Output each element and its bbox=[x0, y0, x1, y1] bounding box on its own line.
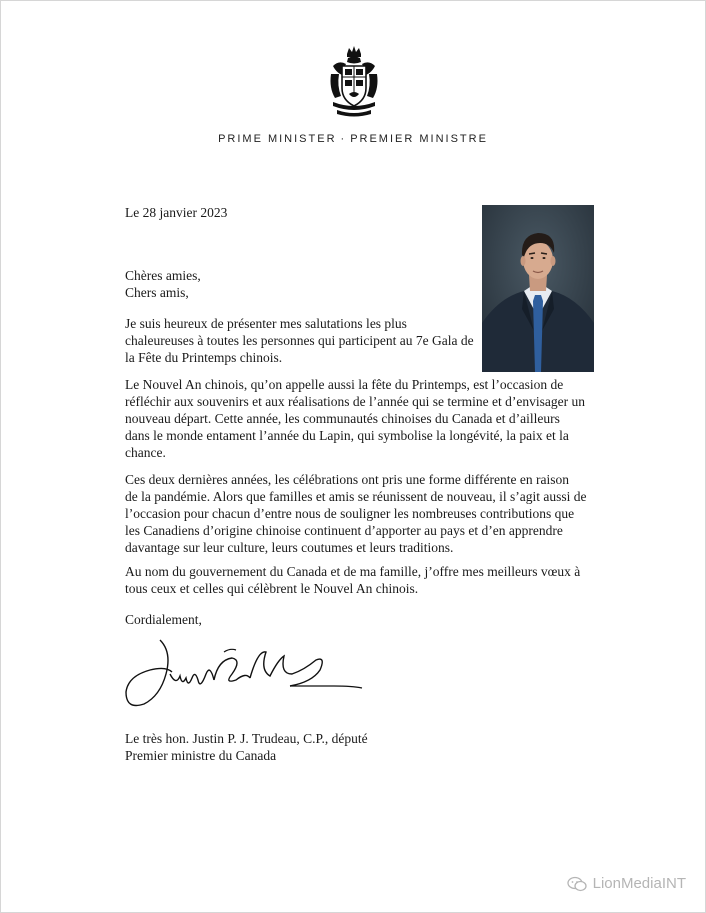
letterhead-french: PREMIER MINISTRE bbox=[350, 133, 488, 145]
coat-of-arms-icon bbox=[327, 44, 381, 118]
salutation-line: Chers amis, bbox=[125, 285, 189, 300]
signature-icon bbox=[120, 630, 370, 718]
paragraph-line: les Canadiens d’origine chinoise continuent d’apporter au pays et d’en apprendre bbox=[125, 523, 563, 538]
paragraph-line: Le Nouvel An chinois, qu’on appelle aussi la fête du Printemps, est l’occasion de bbox=[125, 377, 564, 392]
signatory-block bbox=[125, 730, 368, 764]
paragraph-2 bbox=[125, 376, 585, 461]
paragraph-line: Je suis heureux de présenter mes salutations les plus bbox=[125, 316, 407, 331]
paragraph-1 bbox=[125, 315, 474, 366]
paragraph-3 bbox=[125, 471, 587, 556]
paragraph-line: chaleureuses à toutes les personnes qui participent au 7e Gala de bbox=[125, 333, 474, 348]
letter-date: Le 28 janvier 2023 bbox=[125, 205, 228, 220]
closing: Cordialement, bbox=[125, 612, 202, 627]
paragraph-line: tous ceux et celles qui célèbrent le Nouvel An chinois. bbox=[125, 581, 419, 596]
letterhead bbox=[0, 133, 706, 145]
signatory-name: Le très hon. Justin P. J. Trudeau, C.P., député bbox=[125, 731, 368, 746]
paragraph-line: Au nom du gouvernement du Canada et de ma famille, j’offre mes meilleurs vœux à bbox=[125, 564, 581, 579]
portrait-photo bbox=[482, 205, 594, 372]
letterhead-separator: · bbox=[340, 133, 347, 145]
portrait-illustration bbox=[482, 205, 594, 372]
paragraph-line: dans le monde entament l’année du Lapin, qui symbolise la longévité, la paix et la bbox=[125, 428, 569, 443]
paragraph-4 bbox=[125, 563, 580, 597]
paragraph-line: la Fête du Printemps chinois. bbox=[125, 350, 283, 365]
paragraph-line: chance. bbox=[125, 445, 166, 460]
signatory-title: Premier ministre du Canada bbox=[125, 748, 277, 763]
salutation bbox=[125, 267, 201, 301]
paragraph-line: Ces deux dernières années, les célébrations ont pris une forme différente en raison bbox=[125, 472, 569, 487]
salutation-line: Chères amies, bbox=[125, 268, 201, 283]
watermark bbox=[567, 875, 686, 892]
wechat-icon bbox=[567, 876, 587, 892]
watermark-text: LionMediaINT bbox=[592, 875, 686, 892]
letterhead-english: PRIME MINISTER bbox=[218, 133, 337, 145]
paragraph-line: nouveau départ. Cette année, les communautés chinoises du Canada et d’ailleurs bbox=[125, 411, 560, 426]
paragraph-line: l’occasion pour chacun d’entre nous de souligner les nombreuses contributions que bbox=[125, 506, 575, 521]
paragraph-line: réfléchir aux souvenirs et aux réalisations de l’année qui se termine et d’envisager un bbox=[125, 394, 585, 409]
paragraph-line: de la pandémie. Alors que familles et amis se réunissent de nouveau, il s’agit aussi de bbox=[125, 489, 587, 504]
paragraph-line: davantage sur leur culture, leurs coutumes et leurs traditions. bbox=[125, 540, 454, 555]
